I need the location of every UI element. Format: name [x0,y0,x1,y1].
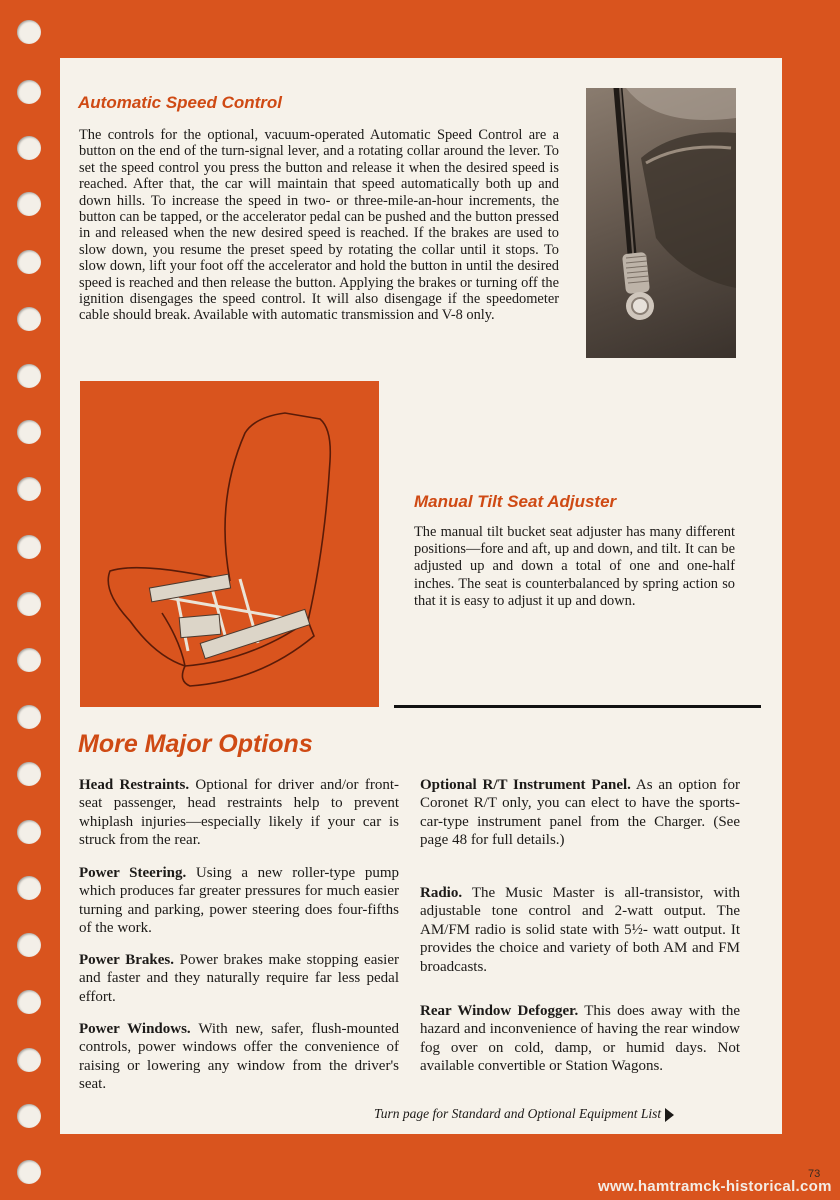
turn-page-text: Turn page for Standard and Optional Equipment List [374,1106,662,1121]
option-name: Optional R/T Instrument Panel. [420,777,631,793]
binder-holes [0,0,60,1200]
binder-hole [17,80,41,104]
binder-hole [17,705,41,729]
binder-hole [17,990,41,1014]
arrow-right-icon [665,1108,674,1122]
bucket-seat-illustration [80,381,379,707]
binder-hole [17,820,41,844]
website-watermark: www.hamtramck-historical.com [598,1178,832,1195]
option-text: The Music Master is all-transistor, with adjustable tone control and 2-watt output. The AM/FM radio is solid state with 5½- watt output. It provides the choice and variety of both AM and FM broadcasts. [420,885,741,975]
option-name: Power Brakes. [79,952,174,968]
binder-hole [17,477,41,501]
option-name: Rear Window Defogger. [420,1003,579,1019]
section-divider [394,705,761,708]
option-text: Using a new roller-type pump which produces far greater pressures for much easier turning and parking, power steering does four-fifths of the work. [79,865,399,937]
binder-hole [17,1048,41,1072]
option-name: Head Restraints. [79,777,190,793]
binder-hole [17,20,41,44]
more-options-title: More Major Options [78,730,313,758]
page-number: 73 [808,1168,821,1180]
binder-hole [17,535,41,559]
binder-hole [17,876,41,900]
option-rear-window-defogger [420,1002,740,1076]
tilt-seat-title: Manual Tilt Seat Adjuster [414,492,617,511]
turn-signal-lever-photo [586,88,736,358]
tilt-seat-body: The manual tilt bucket seat adjuster has many different positions—fore and aft, up and down, and tilt. It can be adjusted up and down a total of one and one-half inches. The seat is counterbalanced by spring action so that it is easy to adjust it up and down. [414,524,735,609]
binder-hole [17,420,41,444]
option-name: Power Windows. [79,1021,191,1037]
option-rt-instrument-panel [420,776,740,850]
binder-hole [17,1104,41,1128]
binder-hole [17,592,41,616]
binder-hole [17,136,41,160]
binder-hole [17,250,41,274]
option-text: This does away with the hazard and inconvenience of having the rear window fog over on cold, damp, or humid days. Not available convertible or Station Wagons. [420,1003,740,1075]
option-power-steering [79,864,399,938]
turn-page-note [374,1106,674,1122]
option-text: As an option for Coronet R/T only, you can elect to have the sports-car-type instrument panel from the Charger. (See page 48 for full details.) [420,777,740,849]
option-head-restraints [79,776,399,850]
speed-control-body: The controls for the optional, vacuum-operated Automatic Speed Control are a button on the end of the turn-signal lever, and a rotating collar around the lever. To set the speed control you press the button and release it when the desired speed is reached. After that, the car will maintain that speed automatically both up and down hills. To increase the speed in two- or three-mile-an-hour increments, the button can be tapped, or the accelerator pedal can be pushed and the button pressed in and released when the new desired speed is reached. If the brakes are used to slow down, you resume the preset speed by rotating the collar until it stops. To slow down, lift your foot off the accelerator and hold the button in until the desired speed is reached and then release the button. Applying the brakes or turning off the ignition disengages the speed control. It will also disengage if the speedometer cable should break. Available with automatic transmission and V-8 only. [79,127,559,324]
binder-hole [17,307,41,331]
binder-hole [17,762,41,786]
binder-hole [17,1160,41,1184]
option-radio [420,884,740,976]
option-text: With new, safer, flush-mounted controls, power windows offer the convenience of raising or lowering any window from the driver's seat. [79,1021,399,1093]
option-text: Optional for driver and/or front-seat passenger, head restraints help to prevent whiplash injuries—especially likely if your car is struck from the rear. [79,777,399,849]
binder-hole [17,364,41,388]
option-name: Power Steering. [79,865,187,881]
binder-hole [17,648,41,672]
option-text: Power brakes make stopping easier and faster and they naturally require far less pedal effort. [79,952,400,1005]
option-power-windows [79,1020,399,1094]
option-power-brakes [79,951,399,1006]
binder-hole [17,192,41,216]
binder-hole [17,933,41,957]
speed-control-title: Automatic Speed Control [78,93,283,112]
option-name: Radio. [420,885,463,901]
